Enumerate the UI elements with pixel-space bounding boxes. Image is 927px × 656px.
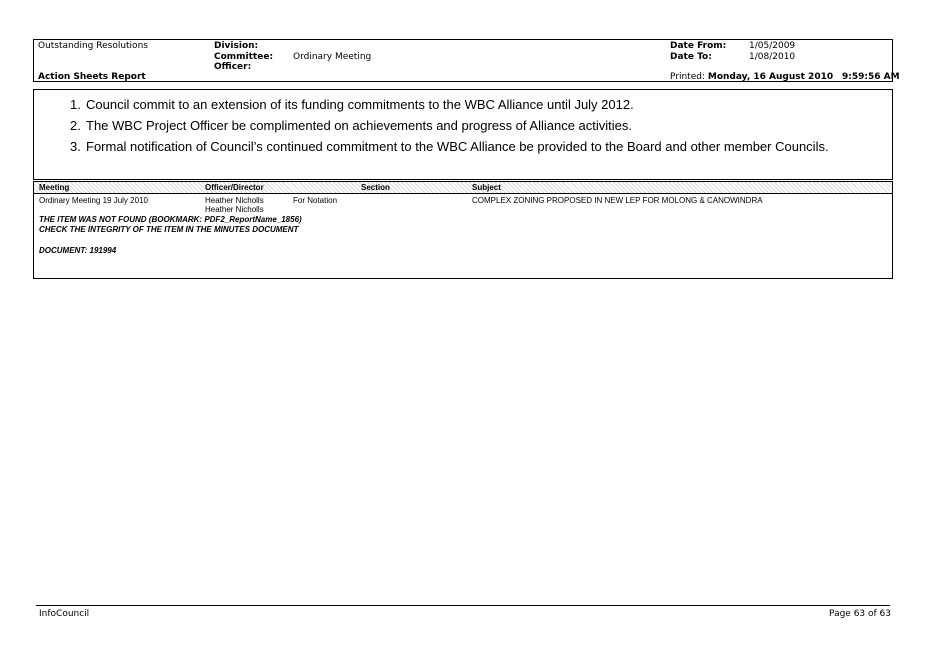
printed-time: 9:59:56 AM (841, 72, 900, 82)
column-header-officer: Officer/Director (205, 183, 264, 192)
report-subtitle: Action Sheets Report (38, 72, 146, 82)
resolution-text: Council commit to an extension of its funding commitments to the WBC Alliance until July 2012. (86, 97, 634, 112)
resolution-text: Formal notification of Council’s continued commitment to the WBC Alliance be provided to the Board and other member Councils. (86, 139, 829, 154)
resolution-text: The WBC Project Officer be complimented on achievements and progress of Alliance activities. (86, 118, 633, 133)
report-title: Outstanding Resolutions (38, 41, 148, 51)
column-header-section: Section (361, 183, 390, 192)
resolution-box (33, 89, 893, 180)
date-from-value: 1/05/2009 (749, 41, 796, 51)
resolution-number: 3. (70, 139, 81, 154)
printed-date: Monday, 16 August 2010 (707, 72, 834, 82)
date-to-label: Date To: (670, 52, 712, 62)
row-officer: Heather Nicholls (205, 196, 264, 205)
row-director: Heather Nicholls (205, 205, 264, 214)
item-table (33, 181, 893, 279)
table-header (34, 182, 892, 194)
resolution-item (70, 94, 829, 115)
date-to-value: 1/08/2010 (749, 52, 796, 62)
resolution-number: 2. (70, 118, 81, 133)
date-from-label: Date From: (670, 41, 727, 51)
footer-app-name: InfoCouncil (39, 609, 90, 619)
document-reference: DOCUMENT: 191994 (39, 246, 117, 255)
resolution-item (70, 136, 829, 157)
warning-line-2: CHECK THE INTEGRITY OF THE ITEM IN THE MINUTES DOCUMENT (39, 225, 299, 234)
column-header-subject: Subject (472, 183, 501, 192)
report-header (33, 39, 900, 82)
footer-divider (36, 605, 890, 606)
resolution-item (70, 115, 829, 136)
footer-page-info: Page 63 of 63 (829, 609, 891, 619)
resolution-number: 1. (70, 97, 81, 112)
printed-line (670, 72, 900, 83)
row-action: For Notation (293, 196, 338, 205)
officer-label: Officer: (214, 62, 252, 72)
column-header-meeting: Meeting (39, 183, 70, 192)
division-label: Division: (214, 41, 259, 51)
warning-line-1: THE ITEM WAS NOT FOUND (BOOKMARK: PDF2_ReportName_1856) (39, 215, 302, 224)
committee-value: Ordinary Meeting (293, 52, 372, 62)
committee-label: Committee: (214, 52, 274, 62)
printed-label: Printed: (670, 72, 705, 82)
resolution-list (70, 94, 829, 157)
row-meeting: Ordinary Meeting 19 July 2010 (39, 196, 148, 205)
row-subject: COMPLEX ZONING PROPOSED IN NEW LEP FOR MOLONG & CANOWINDRA (472, 196, 763, 205)
